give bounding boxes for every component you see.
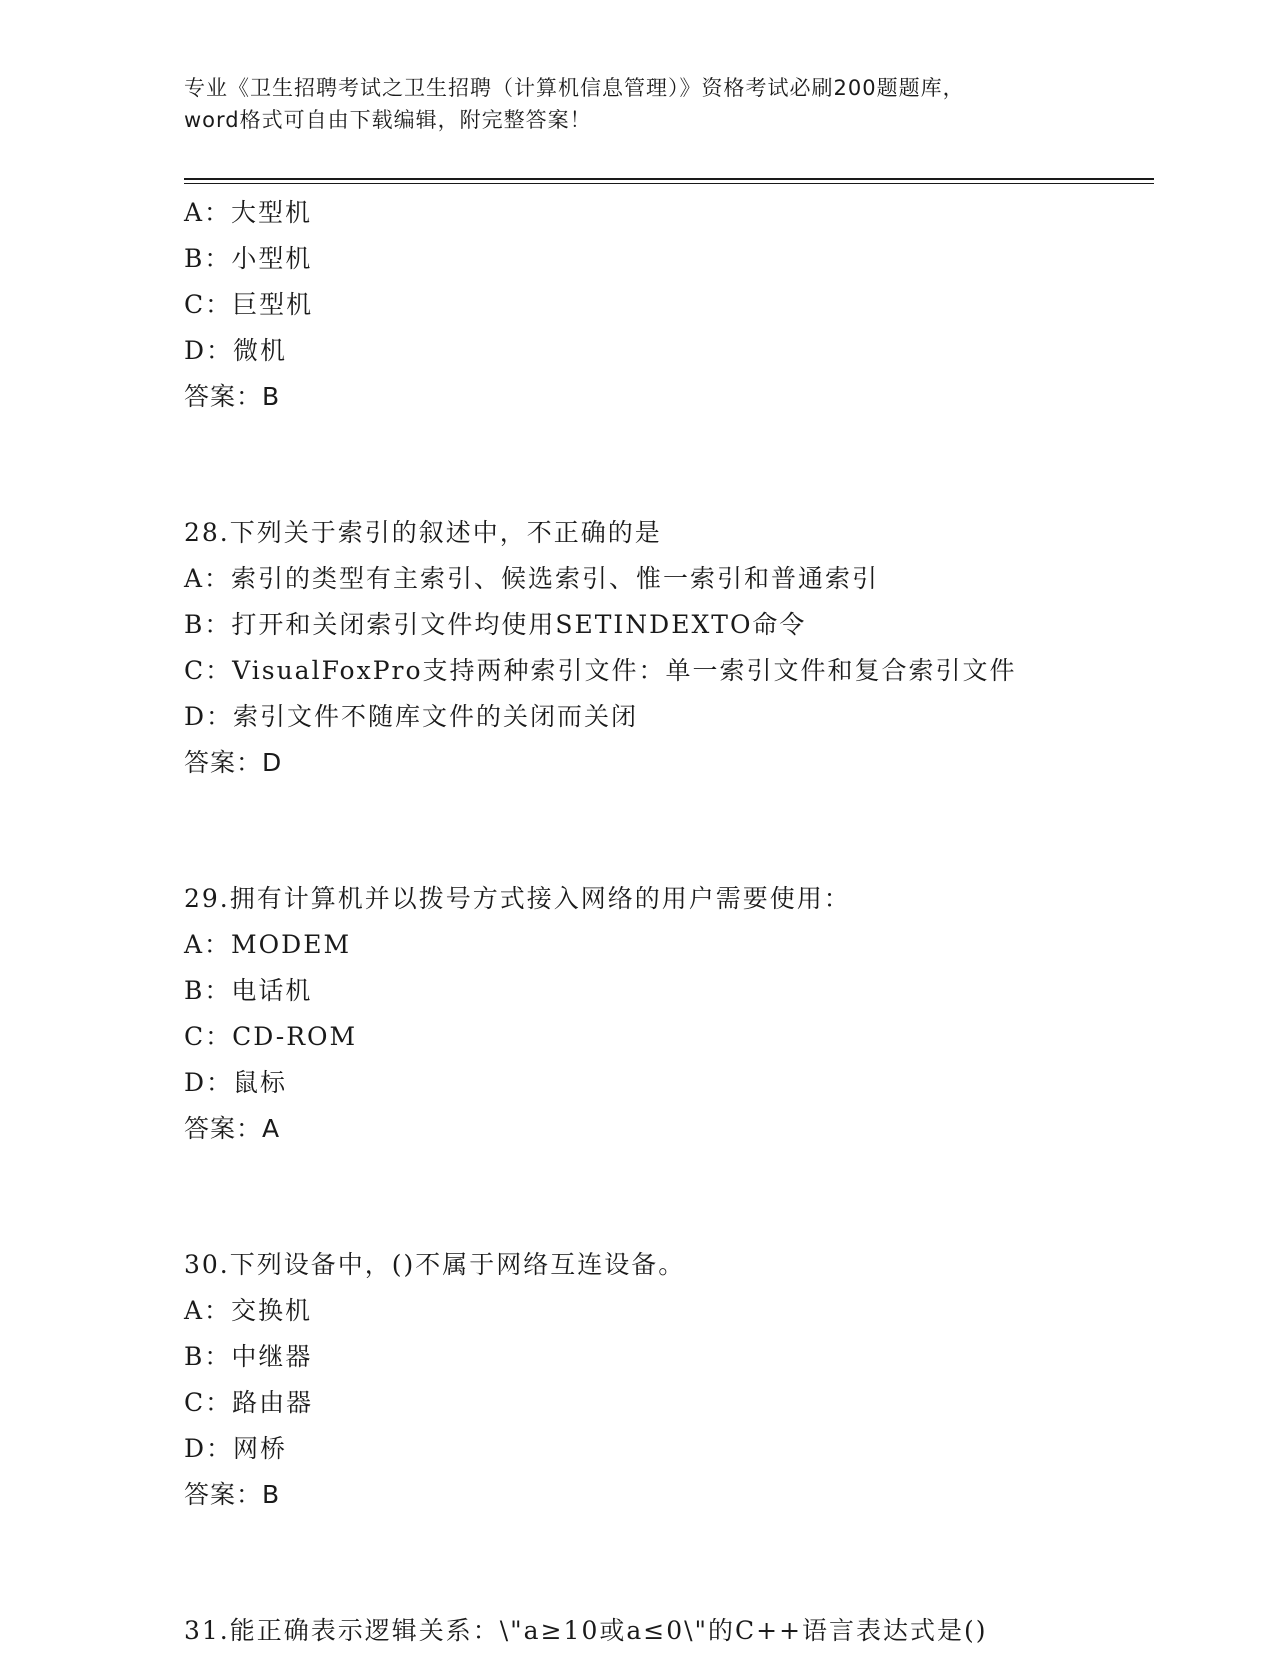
question-block-29 — [184, 876, 1154, 1152]
header-rule-thin — [184, 183, 1154, 184]
option-a: A：MODEM — [184, 930, 352, 959]
question-block-31 — [184, 1608, 1154, 1654]
option-a: A：大型机 — [184, 198, 313, 227]
document-header — [184, 72, 1084, 136]
header-line-2: word格式可自由下载编辑，附完整答案！ — [184, 108, 592, 132]
option-b: B：电话机 — [184, 976, 313, 1005]
answer-line: 答案：B — [184, 382, 281, 411]
option-b: B：中继器 — [184, 1342, 313, 1371]
header-line-1: 专业《卫生招聘考试之卫生招聘（计算机信息管理）》资格考试必刷200题题库， — [184, 76, 965, 100]
header-rule-thick — [184, 178, 1154, 180]
question-block-27 — [184, 190, 1154, 420]
option-a: A：索引的类型有主索引、候选索引、惟一索引和普通索引 — [184, 564, 880, 593]
question-title: 30.下列设备中，()不属于网络互连设备。 — [184, 1250, 686, 1279]
question-block-28 — [184, 510, 1154, 786]
answer-line: 答案：D — [184, 748, 283, 777]
answer-line: 答案：A — [184, 1114, 281, 1143]
option-d: D：微机 — [184, 336, 288, 365]
option-b: B：小型机 — [184, 244, 313, 273]
answer-line: 答案：B — [184, 1480, 281, 1509]
option-c: C：路由器 — [184, 1388, 314, 1417]
question-title: 29.拥有计算机并以拨号方式接入网络的用户需要使用： — [184, 884, 851, 913]
option-c: C：CD-ROM — [184, 1022, 358, 1051]
question-block-30 — [184, 1242, 1154, 1518]
option-c: C：巨型机 — [184, 290, 314, 319]
option-c: C：VisualFoxPro支持两种索引文件：单一索引文件和复合索引文件 — [184, 656, 1017, 685]
option-b: B：打开和关闭索引文件均使用SETINDEXTO命令 — [184, 610, 807, 639]
option-d: D：索引文件不随库文件的关闭而关闭 — [184, 702, 639, 731]
question-title: 31.能正确表示逻辑关系：\"a≥10或a≤0\"的C++语言表达式是() — [184, 1616, 988, 1645]
question-list — [184, 190, 1154, 1654]
option-d: D：网桥 — [184, 1434, 288, 1463]
option-a: A：交换机 — [184, 1296, 313, 1325]
option-d: D：鼠标 — [184, 1068, 288, 1097]
question-title: 28.下列关于索引的叙述中，不正确的是 — [184, 518, 662, 547]
